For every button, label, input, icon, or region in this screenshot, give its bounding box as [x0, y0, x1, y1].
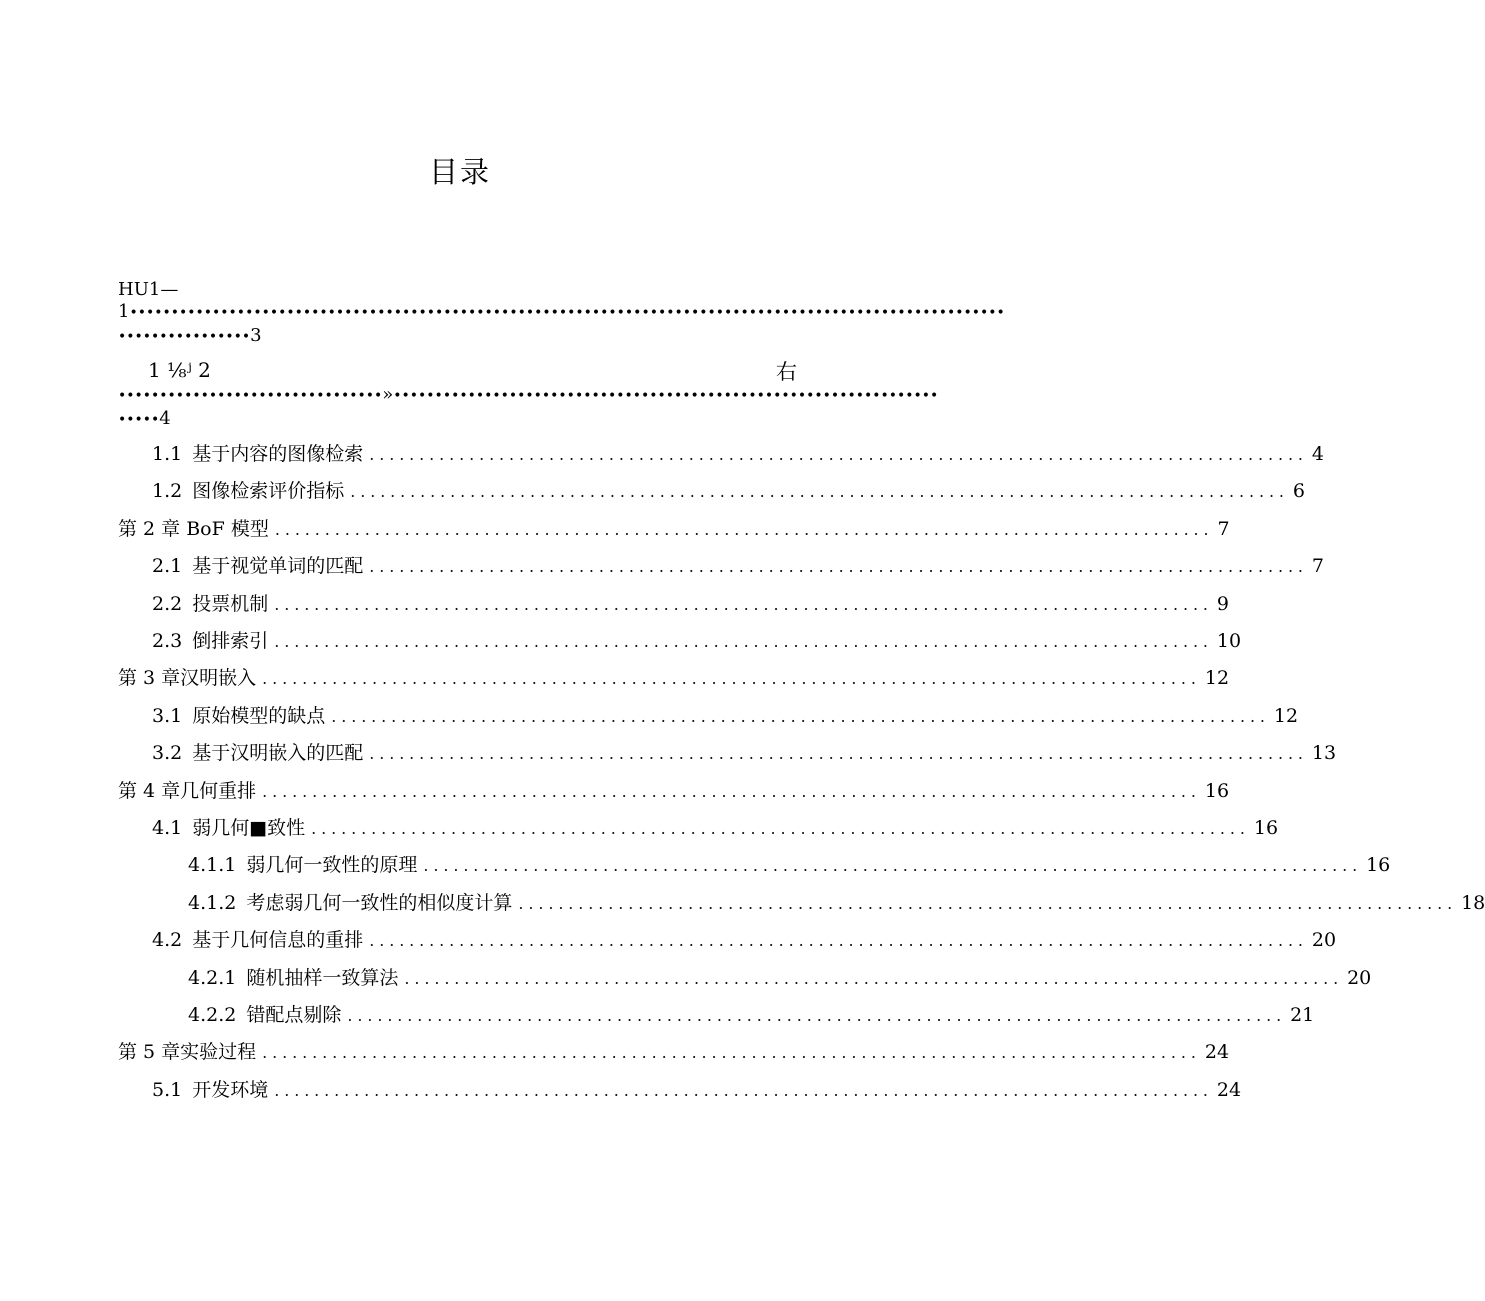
toc-entry[interactable] [188, 851, 1391, 879]
toc-entry-title: 第 2 章 BoF 模型 [118, 518, 269, 540]
toc-entry-number: 1.1 [152, 443, 183, 465]
toc-entry[interactable] [188, 889, 1485, 917]
toc-entry-number: 4.1 [152, 817, 183, 839]
garbled-line-4-left: 1 ⅛ʲ 2 [148, 358, 211, 382]
toc-entry-number: 4.1.1 [188, 854, 237, 876]
toc-entry-page: 21 [1290, 1004, 1315, 1026]
toc-entry-page: 20 [1311, 929, 1337, 951]
toc-entry-number: 5.1 [152, 1079, 183, 1101]
toc-entry-title: 投票机制 [192, 593, 269, 615]
toc-entry-leader: .............................................................................................. [274, 595, 1213, 614]
toc-entry-number: 2.1 [152, 555, 183, 577]
toc-entry-leader: .............................................................................................. [274, 1081, 1213, 1100]
toc-entry[interactable] [152, 552, 1325, 580]
toc-entry[interactable] [152, 739, 1337, 767]
toc-entry-title: 原始模型的缺点 [192, 705, 326, 727]
toc-entry-leader: .............................................................................................. [347, 1006, 1287, 1025]
toc-entry-page: 4 [1311, 443, 1325, 465]
toc-entry-leader: .............................................................................................. [274, 520, 1214, 539]
toc-entry-number: 2.2 [152, 593, 183, 615]
toc-entry-title: 基于汉明嵌入的匹配 [192, 742, 364, 764]
toc-entry-leader: .............................................................................................. [369, 557, 1308, 576]
toc-entry[interactable] [152, 926, 1337, 954]
garbled-line-2-dots: •••••••••••••••••••••••••••••••••••••••••••••••••••••••••••••••••••••••••••••••••••••••••••••••••••••••••• [129, 305, 1005, 321]
garbled-line-5 [118, 383, 939, 408]
toc-entry-page: 12 [1204, 667, 1230, 689]
toc-entry-page: 13 [1311, 742, 1337, 764]
garbled-line-6-page: 4 [159, 408, 171, 429]
toc-entry-page: 24 [1204, 1041, 1230, 1063]
toc-entry-title: 第 4 章几何重排 [118, 780, 257, 802]
toc-entry-leader: .............................................................................................. [274, 632, 1213, 651]
toc-entry-page: 24 [1216, 1079, 1242, 1101]
toc-entry-title: 基于视觉单词的匹配 [192, 555, 364, 577]
toc-entry-title: 基于内容的图像检索 [192, 443, 364, 465]
toc-entry-page: 10 [1216, 630, 1242, 652]
toc-entry-leader: .............................................................................................. [262, 1043, 1201, 1062]
toc-entry-number: 4.2.1 [188, 967, 237, 989]
toc-entry-title: 图像检索评价指标 [192, 480, 345, 502]
toc-entry[interactable] [188, 964, 1372, 992]
garbled-line-3-dots: •••••••••••••••• [118, 329, 251, 345]
garbled-line-5-dots-a: •••••••••••••••••••••••••••••••• [118, 388, 383, 404]
toc-entry-page: 7 [1217, 518, 1230, 540]
toc-entry-title: 错配点剔除 [246, 1004, 342, 1026]
page-title: 目录 [428, 155, 491, 189]
toc-entry-title: 考虑弱几何一致性的相似度计算 [246, 892, 513, 914]
toc-entry-title: 开发环境 [192, 1079, 269, 1101]
garbled-line-6-dots: ••••• [118, 412, 160, 428]
toc-entry-number: 3.2 [152, 742, 183, 764]
toc-entry-title: 第 5 章实验过程 [118, 1041, 257, 1063]
toc-entry-page: 16 [1366, 854, 1391, 876]
toc-entry-page: 18 [1461, 892, 1485, 914]
toc-entry[interactable] [188, 1001, 1315, 1029]
toc-entry[interactable] [152, 477, 1306, 505]
toc-entry-title: 弱几何■致性 [192, 817, 306, 839]
toc-entry-number: 1.2 [152, 480, 183, 502]
toc-entry-number: 2.3 [152, 630, 183, 652]
toc-entry[interactable] [118, 777, 1230, 805]
toc-entry-number: 4.2 [152, 929, 183, 951]
toc-entry[interactable] [118, 664, 1230, 692]
toc-entry[interactable] [152, 590, 1230, 618]
toc-entry-leader: .............................................................................................. [350, 482, 1289, 501]
toc-entry-leader: .............................................................................................. [423, 856, 1363, 875]
toc-entry[interactable] [152, 702, 1299, 730]
toc-entry-title: 基于几何信息的重排 [192, 929, 364, 951]
toc-entry-leader: .............................................................................................. [262, 669, 1201, 688]
garbled-line-2-prefix: 1 [118, 301, 130, 322]
toc-entry-page: 16 [1204, 780, 1230, 802]
garbled-line-3-page: 3 [250, 325, 262, 346]
toc-entry[interactable] [118, 515, 1230, 543]
garbled-line-1: HU1— [118, 279, 179, 300]
toc-entry-page: 6 [1292, 480, 1306, 502]
toc-entry-title: 弱几何一致性的原理 [246, 854, 418, 876]
toc-entry-title: 随机抽样一致算法 [246, 967, 399, 989]
toc-entry-leader: .............................................................................................. [311, 819, 1250, 838]
toc-entry[interactable] [152, 440, 1325, 468]
garbled-line-5-mark: » [382, 384, 394, 405]
toc-entry-page: 7 [1311, 555, 1325, 577]
toc-entry-leader: .............................................................................................. [404, 969, 1344, 988]
toc-entry-leader: .............................................................................................. [369, 744, 1308, 763]
toc-entry[interactable] [152, 814, 1279, 842]
toc-entry[interactable] [152, 627, 1242, 655]
toc-entry-page: 12 [1273, 705, 1299, 727]
toc-entry-leader: .............................................................................................. [369, 931, 1308, 950]
toc-entry-number: 4.2.2 [188, 1004, 237, 1026]
garbled-line-3 [118, 324, 798, 349]
toc-entry-number: 4.1.2 [188, 892, 237, 914]
toc-entry-title: 倒排索引 [192, 630, 269, 652]
toc-entry-title: 第 3 章汉明嵌入 [118, 667, 257, 689]
toc-entry[interactable] [152, 1076, 1242, 1104]
toc-entry-leader: .............................................................................................. [331, 707, 1270, 726]
toc-entry-leader: .............................................................................................. [518, 894, 1458, 913]
toc-entry-page: 16 [1253, 817, 1279, 839]
toc-entry-leader: .............................................................................................. [262, 782, 1201, 801]
toc-entry[interactable] [118, 1038, 1230, 1066]
garbled-line-2 [118, 300, 1005, 325]
toc-entry-page: 20 [1347, 967, 1372, 989]
garbled-line-6 [118, 407, 798, 432]
toc-entry-page: 9 [1216, 593, 1230, 615]
garbled-line-4-right: 右 [776, 360, 797, 384]
toc-entry-number: 3.1 [152, 705, 183, 727]
toc-entry-leader: .............................................................................................. [369, 445, 1308, 464]
garbled-line-5-dots-b: •••••••••••••••••••••••••••••••••••••••••••••••••••••••••••••••••• [393, 388, 939, 404]
